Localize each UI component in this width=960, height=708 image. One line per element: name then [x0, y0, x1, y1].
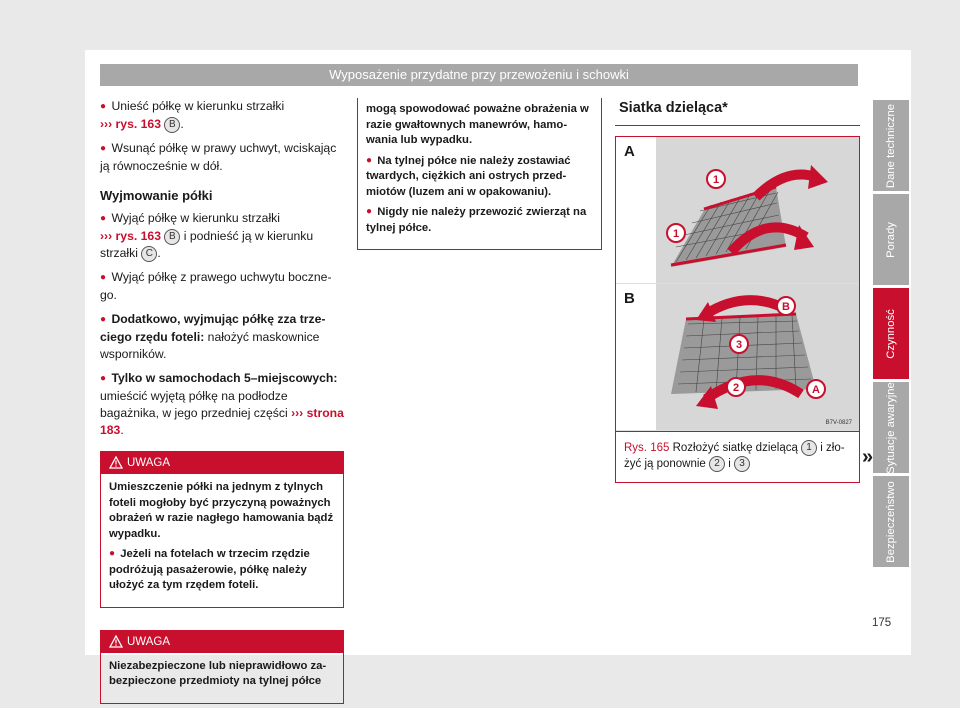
page-link[interactable]: ››› strona 183 [100, 406, 344, 437]
step-five-seat: ● Tylko w samochodach 5–miejscowych: umieścić wyjętą półkę na podłodze bagażnika, w jego przedniej części ››› strona 183. [100, 371, 344, 437]
warning-triangle-icon [109, 635, 123, 648]
callout-3: 3 [735, 339, 743, 351]
continue-icon: » [862, 446, 874, 468]
bullet-icon: ● [100, 213, 107, 224]
marker-c: C [141, 246, 157, 262]
callout-2: 2 [732, 382, 740, 394]
warning-header: UWAGA [101, 452, 343, 474]
figure-panel-b [616, 284, 859, 431]
tab-bezpieczenstwo[interactable]: Bezpieczeństwo [873, 476, 909, 567]
callout-1-bottom: 1 [672, 228, 680, 240]
marker-2: 2 [709, 456, 725, 472]
warning-box-1: UWAGA Umieszczenie półki na jednym z tylnych foteli mogłoby być przyczyną poważnych obrażeń w razie nagłego hamowania bądź wypadku. ● Jeżeli na fotelach w trzecim rzędzie podróżują pasażerowie, półkę należy ułożyć za tym rzędem foteli. [100, 451, 344, 608]
bullet-icon: ● [100, 101, 107, 112]
warning-header: UWAGA [101, 631, 343, 653]
bullet-icon: ● [100, 373, 107, 384]
page-header: Wyposażenie przydatne przy przewożeniu i schowki [100, 64, 858, 86]
section-title: Siatka dzieląca* [615, 98, 860, 126]
marker-3: 3 [734, 456, 750, 472]
step-raise-shelf: ● Unieść półkę w kierunku strzałki ››› rys. 163 B . [100, 99, 285, 131]
marker-b: B [164, 117, 180, 133]
figure-link[interactable]: ››› rys. 163 [100, 229, 161, 243]
warning-box-2: UWAGA Niezabezpieczone lub nieprawidłowo zabezpieczone przedmioty na tylnej półce [100, 630, 344, 704]
figure-code: B7V-0827 [825, 420, 852, 426]
bullet-icon: ● [100, 314, 107, 325]
bullet-icon: ● [366, 154, 373, 166]
step-remove-side: ● Wyjąć półkę z prawego uchwytu bocznego. [100, 270, 332, 302]
callout-1-top: 1 [712, 174, 720, 186]
bullet-icon: ● [100, 143, 107, 154]
step-third-row: ● Dodatkowo, wyjmując półkę zza trzeciego rzędu foteli: nałożyć maskownice wsporników. [100, 312, 326, 361]
bullet-icon: ● [366, 206, 373, 217]
step-insert-shelf: ● Wsunąć półkę w prawy uchwyt, wciskając ją równocześnie w dół. [100, 141, 337, 173]
warning-box-continued: mogą spowodować poważne obrażenia w razie gwałtownych manewrów, hamowania lub wypadku. ● Na tylnej półce nie należy zostawiać twardych, ciężkich ani ostrych przedmiotów (luzem ani w opakowaniu). ● Nigdy nie należy przewozić zwierząt na tylnej półce. [357, 98, 602, 250]
marker-b: B [164, 229, 180, 245]
panel-label-a: A [624, 143, 635, 160]
figure-panel-a [616, 137, 859, 284]
figure-caption: Rys. 165 Rozłożyć siatkę dzielącą 1 i złożyć ją ponownie 2 i 3 [616, 431, 859, 482]
warning-triangle-icon [109, 456, 123, 469]
panel-label-b: B [624, 290, 635, 307]
column-left [100, 98, 344, 704]
tab-dane-techniczne[interactable]: Dane techniczne [873, 100, 909, 191]
chapter-tabs [873, 100, 909, 570]
tab-porady[interactable]: Porady [873, 194, 909, 285]
callout-b: B [782, 301, 790, 313]
step-remove-shelf: ● Wyjąć półkę w kierunku strzałki ››› rys. 163 B i podnieść ją w kierunku strzałki C . [100, 211, 314, 260]
figure-165 [615, 136, 860, 483]
column-middle [357, 98, 602, 250]
page-number: 175 [872, 617, 892, 629]
bullet-icon: ● [100, 272, 107, 283]
tab-czynnosc[interactable]: Czynność [873, 288, 909, 379]
tab-sytuacje-awaryjne[interactable]: Sytuacje awaryjne [873, 382, 909, 473]
marker-1: 1 [801, 440, 817, 456]
column-right [615, 98, 860, 483]
bullet-icon: ● [109, 548, 116, 559]
net-unfold-illustration [616, 137, 859, 283]
figure-link[interactable]: ››› rys. 163 [100, 117, 161, 131]
net-fold-illustration [616, 284, 859, 430]
callout-a: A [812, 384, 820, 396]
section-heading-removal: Wyjmowanie półki [100, 188, 213, 203]
